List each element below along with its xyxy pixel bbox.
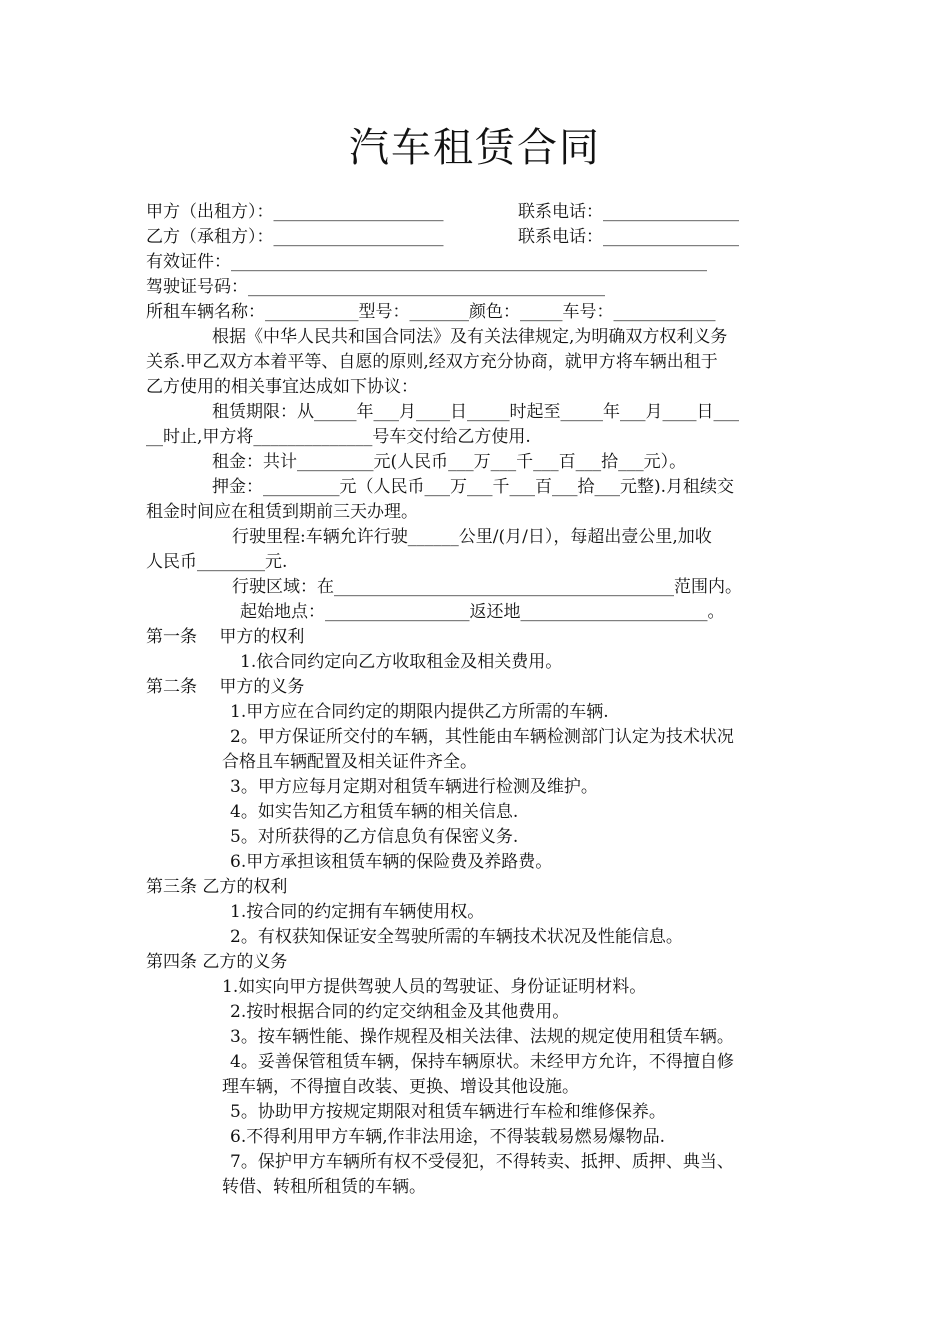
area-line: 行驶区域：在________________________________________范围内。 (232, 577, 742, 597)
preamble-line: 乙方使用的相关事宜达成如下协议： (146, 377, 418, 397)
article-item: 6.甲方承担该租赁车辆的保险费及养路费。 (230, 852, 553, 872)
article-item: 1.如实向甲方提供驾驶人员的驾驶证、身份证证明材料。 (222, 977, 647, 997)
article-item: 转借、转租所租赁的车辆。 (222, 1177, 426, 1197)
id-document-line: 有效证件：________________________________________________________ (146, 252, 707, 272)
rent-line: 租金：共计_________元(人民币___万___千___百___拾___元）。 (212, 452, 687, 472)
deposit-line: 押金：_________元（人民币___万___千___百___拾___元整).月租续交 (212, 477, 735, 497)
party-b-phone: 联系电话：________________ (518, 227, 739, 247)
article-item: 3。按车辆性能、操作规程及相关法律、法规的规定使用租赁车辆。 (230, 1027, 734, 1047)
party-a-phone: 联系电话：________________ (518, 202, 739, 222)
article-item: 1.按合同的约定拥有车辆使用权。 (230, 902, 485, 922)
article-item: 4。妥善保管租赁车辆，保持车辆原状。未经甲方允许，不得擅自修 (230, 1052, 734, 1072)
article-item: 理车辆，不得擅自改装、更换、增设其他设施。 (222, 1077, 579, 1097)
article-item: 4。如实告知乙方租赁车辆的相关信息. (230, 802, 519, 822)
party-a-line: 甲方（出租方）：____________________ (146, 202, 444, 222)
locations-line: 起始地点：_________________返还地______________________。 (240, 602, 725, 622)
article-item: 2.按时根据合同的约定交纳租金及其他费用。 (230, 1002, 570, 1022)
article-heading: 第四条 乙方的义务 (146, 952, 288, 972)
article-item: 2。有权获知保证安全驾驶所需的车辆技术状况及性能信息。 (230, 927, 683, 947)
term-line: 租赁期限：从_____年___月____日_____时起至_____年___月____日___ (212, 402, 739, 422)
deposit-line: 租金时间应在租赁到期前三天办理。 (146, 502, 418, 522)
license-number-line: 驾驶证号码：__________________________________________ (146, 277, 605, 297)
preamble-line: 关系.甲乙双方本着平等、自愿的原则,经双方充分协商，就甲方将车辆出租于 (146, 352, 718, 372)
mileage-line: 人民币________元. (146, 552, 288, 572)
article-heading: 第二条 甲方的义务 (146, 677, 305, 697)
mileage-line: 行驶里程:车辆允许行驶______公里/(月/日），每超出壹公里,加收 (232, 527, 712, 547)
article-item: 5。协助甲方按规定期限对租赁车辆进行车检和维修保养。 (230, 1102, 666, 1122)
article-item: 合格且车辆配置及相关证件齐全。 (222, 752, 477, 772)
party-b-line: 乙方（承租方）：____________________ (146, 227, 444, 247)
article-item: 1.依合同约定向乙方收取租金及相关费用。 (240, 652, 563, 672)
article-heading: 第三条 乙方的权利 (146, 877, 288, 897)
term-line: __时止,甲方将______________号车交付给乙方使用. (146, 427, 531, 447)
article-item: 7。保护甲方车辆所有权不受侵犯，不得转卖、抵押、质押、典当、 (230, 1152, 734, 1172)
preamble-line: 根据《中华人民共和国合同法》及有关法律规定,为明确双方权利义务 (212, 327, 728, 347)
article-item: 3。甲方应每月定期对租赁车辆进行检测及维护。 (230, 777, 598, 797)
article-item: 2。甲方保证所交付的车辆，其性能由车辆检测部门认定为技术状况 (230, 727, 734, 747)
article-item: 5。对所获得的乙方信息负有保密义务. (230, 827, 519, 847)
vehicle-info-line: 所租车辆名称：___________型号：_______颜色：_____车号：____________ (146, 302, 716, 322)
article-item: 6.不得利用甲方车辆,作非法用途，不得装载易燃易爆物品. (230, 1127, 666, 1147)
article-heading: 第一条 甲方的权利 (146, 627, 305, 647)
article-item: 1.甲方应在合同约定的期限内提供乙方所需的车辆. (230, 702, 609, 722)
document-title: 汽车租赁合同 (349, 125, 601, 171)
